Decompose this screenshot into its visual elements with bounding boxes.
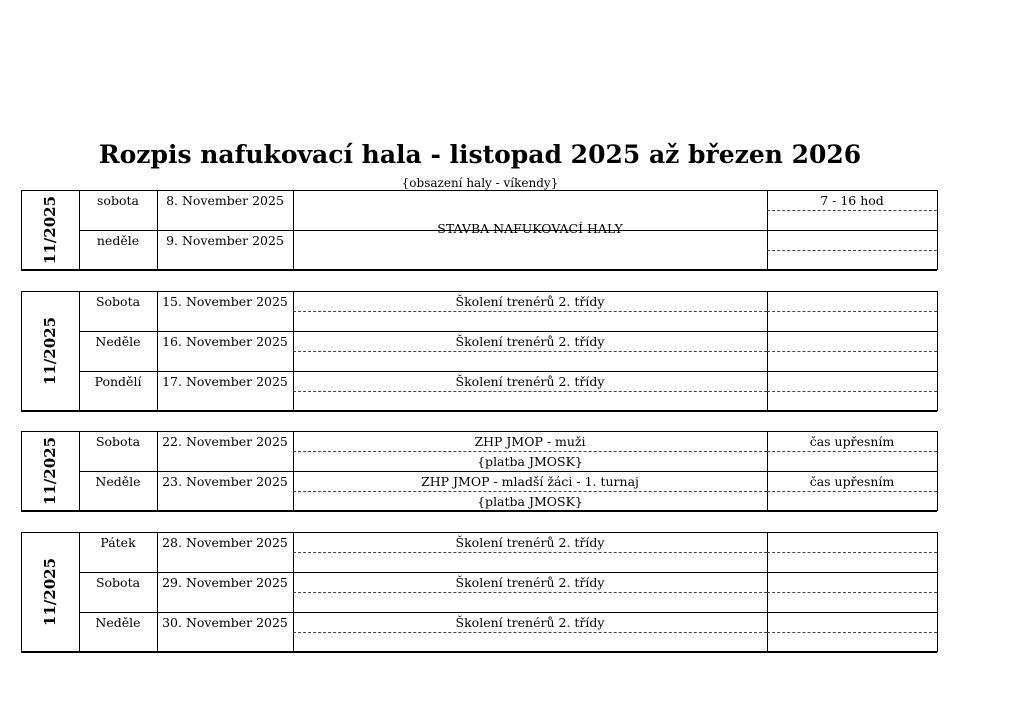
day-cell: neděle (96, 233, 140, 248)
table-column-line (937, 190, 938, 270)
page-title: Rozpis nafukovací hala - listopad 2025 až březen 2026 (98, 140, 862, 169)
event-cell: Školení trenérů 2. třídy (455, 535, 605, 550)
day-cell: Pondělí (94, 374, 142, 389)
date-cell: 28. November 2025 (162, 535, 288, 550)
event-cell: Školení trenérů 2. třídy (455, 294, 605, 309)
time-subline (767, 632, 937, 633)
day-cell: Sobota (95, 434, 141, 449)
date-cell: 16. November 2025 (162, 334, 288, 349)
month-label: 11/2025 (41, 436, 59, 506)
time-cell: čas upřesním (809, 474, 895, 489)
row-separator (79, 572, 937, 573)
day-cell: Neděle (95, 474, 141, 489)
date-cell: 17. November 2025 (162, 374, 288, 389)
event-subline (293, 592, 767, 593)
time-cell: čas upřesním (809, 434, 895, 449)
month-label: 11/2025 (41, 316, 59, 386)
month-label: 11/2025 (41, 557, 59, 627)
event-subline (293, 491, 767, 492)
day-cell: Pátek (100, 535, 136, 550)
page-subtitle: {obsazení haly - víkendy} (401, 176, 559, 190)
time-subline (767, 250, 937, 251)
table-column-line (21, 190, 22, 270)
event-subline (293, 451, 767, 452)
date-cell: 15. November 2025 (162, 294, 288, 309)
day-cell: Neděle (95, 334, 141, 349)
time-subline (767, 592, 937, 593)
table-column-line (21, 291, 22, 411)
event-subline (293, 552, 767, 553)
event-cell: Školení trenérů 2. třídy (455, 575, 605, 590)
event-subline (293, 351, 767, 352)
date-cell: 29. November 2025 (162, 575, 288, 590)
day-cell: Neděle (95, 615, 141, 630)
day-cell: sobota (97, 193, 139, 208)
table-border-bottom (21, 651, 937, 653)
event-cell: ZHP JMOP - muži (474, 434, 586, 449)
table-column-line (21, 431, 22, 511)
event-cell: ZHP JMOP - mladší žáci - 1. turnaj (421, 474, 639, 489)
table-border-top (21, 291, 937, 292)
event-cell: Školení trenérů 2. třídy (455, 374, 605, 389)
time-subline (767, 351, 937, 352)
event-cell: Školení trenérů 2. třídy (455, 615, 605, 630)
event-subline (293, 632, 767, 633)
time-subline (767, 451, 937, 452)
table-border-top (21, 431, 937, 432)
row-separator (79, 371, 937, 372)
date-cell: 22. November 2025 (162, 434, 288, 449)
time-subline (767, 210, 937, 211)
table-column-line (937, 291, 938, 411)
month-label: 11/2025 (41, 195, 59, 265)
event-subline (293, 311, 767, 312)
time-subline (767, 391, 937, 392)
date-cell: 8. November 2025 (166, 193, 284, 208)
date-cell: 23. November 2025 (162, 474, 288, 489)
time-subline (767, 552, 937, 553)
table-border-top (21, 190, 937, 191)
event-subline (293, 391, 767, 392)
table-column-line (937, 532, 938, 652)
table-border-bottom (21, 510, 937, 512)
row-separator (79, 331, 937, 332)
day-cell: Sobota (95, 575, 141, 590)
row-separator (79, 612, 937, 613)
table-border-bottom (21, 410, 937, 412)
table-border-top (21, 532, 937, 533)
event-cell: Školení trenérů 2. třídy (455, 334, 605, 349)
table-column-line (21, 532, 22, 652)
merged-event-cell: STAVBA NAFUKOVACÍ HALY (437, 221, 623, 236)
date-cell: 30. November 2025 (162, 615, 288, 630)
table-border-bottom (21, 269, 937, 271)
table-column-line (937, 431, 938, 511)
time-cell: 7 - 16 hod (820, 193, 884, 208)
day-cell: Sobota (95, 294, 141, 309)
time-subline (767, 311, 937, 312)
time-subline (767, 491, 937, 492)
event-note-cell: {platba JMOSK} (477, 494, 583, 509)
date-cell: 9. November 2025 (166, 233, 284, 248)
event-note-cell: {platba JMOSK} (477, 454, 583, 469)
row-separator (79, 471, 937, 472)
